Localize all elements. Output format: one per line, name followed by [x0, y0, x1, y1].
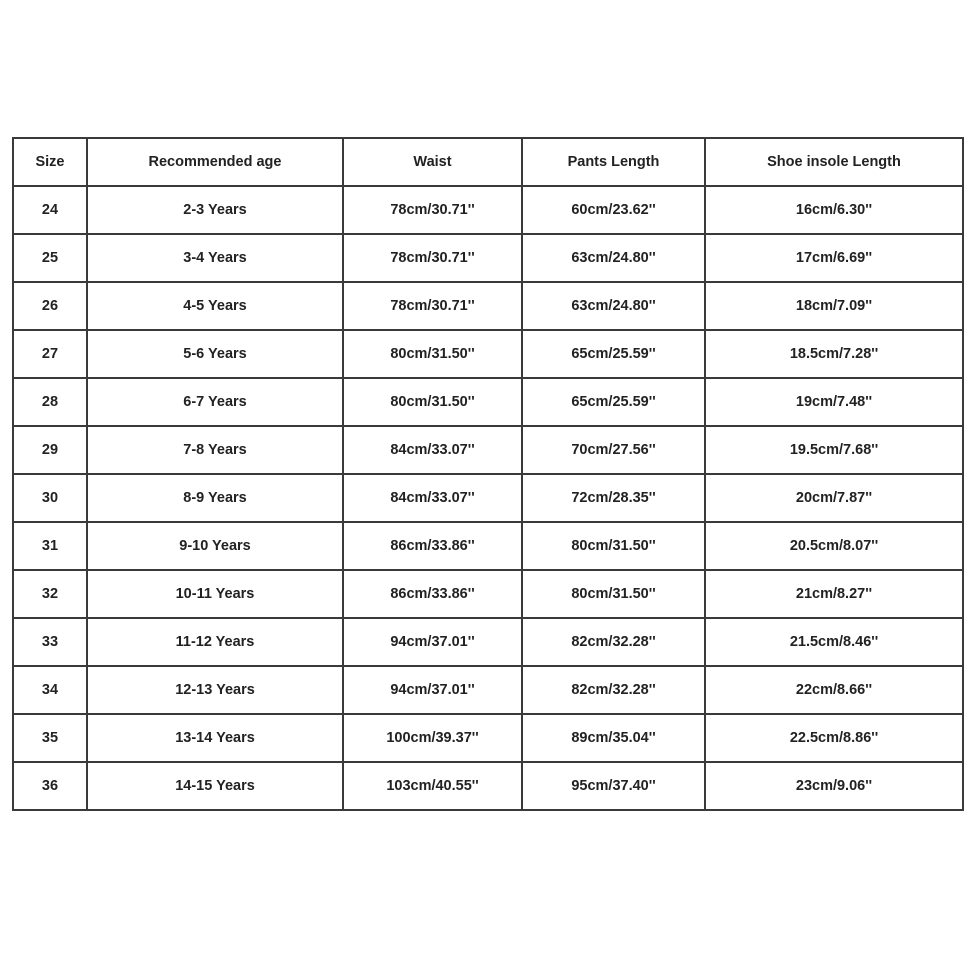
table-row: [13, 234, 963, 282]
age-cell: 10-11 Years: [87, 570, 343, 618]
column-header-shoe-insole-length: Shoe insole Length: [705, 138, 963, 186]
size-cell: 27: [13, 330, 87, 378]
age-cell: 13-14 Years: [87, 714, 343, 762]
size-cell: 31: [13, 522, 87, 570]
pants-length-cell: 82cm/32.28'': [522, 618, 705, 666]
shoe-insole-length-cell: 19cm/7.48'': [705, 378, 963, 426]
waist-cell: 80cm/31.50'': [343, 378, 522, 426]
column-header-size: Size: [13, 138, 87, 186]
age-cell: 4-5 Years: [87, 282, 343, 330]
age-cell: 2-3 Years: [87, 186, 343, 234]
waist-cell: 94cm/37.01'': [343, 666, 522, 714]
shoe-insole-length-cell: 23cm/9.06'': [705, 762, 963, 810]
age-cell: 9-10 Years: [87, 522, 343, 570]
age-cell: 5-6 Years: [87, 330, 343, 378]
shoe-insole-length-cell: 17cm/6.69'': [705, 234, 963, 282]
pants-length-cell: 89cm/35.04'': [522, 714, 705, 762]
table-row: [13, 522, 963, 570]
pants-length-cell: 70cm/27.56'': [522, 426, 705, 474]
shoe-insole-length-cell: 21.5cm/8.46'': [705, 618, 963, 666]
age-cell: 11-12 Years: [87, 618, 343, 666]
size-cell: 36: [13, 762, 87, 810]
pants-length-cell: 63cm/24.80'': [522, 234, 705, 282]
size-cell: 33: [13, 618, 87, 666]
waist-cell: 100cm/39.37'': [343, 714, 522, 762]
waist-cell: 103cm/40.55'': [343, 762, 522, 810]
age-cell: 6-7 Years: [87, 378, 343, 426]
shoe-insole-length-cell: 19.5cm/7.68'': [705, 426, 963, 474]
waist-cell: 86cm/33.86'': [343, 570, 522, 618]
shoe-insole-length-cell: 20cm/7.87'': [705, 474, 963, 522]
shoe-insole-length-cell: 16cm/6.30'': [705, 186, 963, 234]
waist-cell: 94cm/37.01'': [343, 618, 522, 666]
age-cell: 8-9 Years: [87, 474, 343, 522]
pants-length-cell: 95cm/37.40'': [522, 762, 705, 810]
shoe-insole-length-cell: 22cm/8.66'': [705, 666, 963, 714]
shoe-insole-length-cell: 18cm/7.09'': [705, 282, 963, 330]
column-header-pants-length: Pants Length: [522, 138, 705, 186]
size-cell: 35: [13, 714, 87, 762]
table-row: [13, 378, 963, 426]
size-cell: 32: [13, 570, 87, 618]
table-row: [13, 666, 963, 714]
pants-length-cell: 72cm/28.35'': [522, 474, 705, 522]
shoe-insole-length-cell: 20.5cm/8.07'': [705, 522, 963, 570]
size-chart-table: [12, 137, 964, 811]
shoe-insole-length-cell: 22.5cm/8.86'': [705, 714, 963, 762]
pants-length-cell: 63cm/24.80'': [522, 282, 705, 330]
column-header-waist: Waist: [343, 138, 522, 186]
size-cell: 24: [13, 186, 87, 234]
waist-cell: 80cm/31.50'': [343, 330, 522, 378]
waist-cell: 84cm/33.07'': [343, 426, 522, 474]
table-row: [13, 762, 963, 810]
age-cell: 12-13 Years: [87, 666, 343, 714]
pants-length-cell: 80cm/31.50'': [522, 570, 705, 618]
table-row: [13, 186, 963, 234]
size-cell: 28: [13, 378, 87, 426]
age-cell: 3-4 Years: [87, 234, 343, 282]
waist-cell: 86cm/33.86'': [343, 522, 522, 570]
table-row: [13, 570, 963, 618]
table-row: [13, 426, 963, 474]
age-cell: 7-8 Years: [87, 426, 343, 474]
shoe-insole-length-cell: 18.5cm/7.28'': [705, 330, 963, 378]
table-row: [13, 714, 963, 762]
size-cell: 26: [13, 282, 87, 330]
age-cell: 14-15 Years: [87, 762, 343, 810]
column-header-recommended-age: Recommended age: [87, 138, 343, 186]
shoe-insole-length-cell: 21cm/8.27'': [705, 570, 963, 618]
waist-cell: 78cm/30.71'': [343, 234, 522, 282]
size-cell: 25: [13, 234, 87, 282]
pants-length-cell: 82cm/32.28'': [522, 666, 705, 714]
waist-cell: 78cm/30.71'': [343, 186, 522, 234]
table-row: [13, 282, 963, 330]
pants-length-cell: 65cm/25.59'': [522, 330, 705, 378]
size-cell: 29: [13, 426, 87, 474]
size-cell: 34: [13, 666, 87, 714]
table-row: [13, 618, 963, 666]
waist-cell: 78cm/30.71'': [343, 282, 522, 330]
table-row: [13, 474, 963, 522]
header-row: [13, 138, 963, 186]
table-row: [13, 330, 963, 378]
waist-cell: 84cm/33.07'': [343, 474, 522, 522]
pants-length-cell: 65cm/25.59'': [522, 378, 705, 426]
size-cell: 30: [13, 474, 87, 522]
pants-length-cell: 80cm/31.50'': [522, 522, 705, 570]
size-chart-body: [13, 186, 963, 810]
pants-length-cell: 60cm/23.62'': [522, 186, 705, 234]
